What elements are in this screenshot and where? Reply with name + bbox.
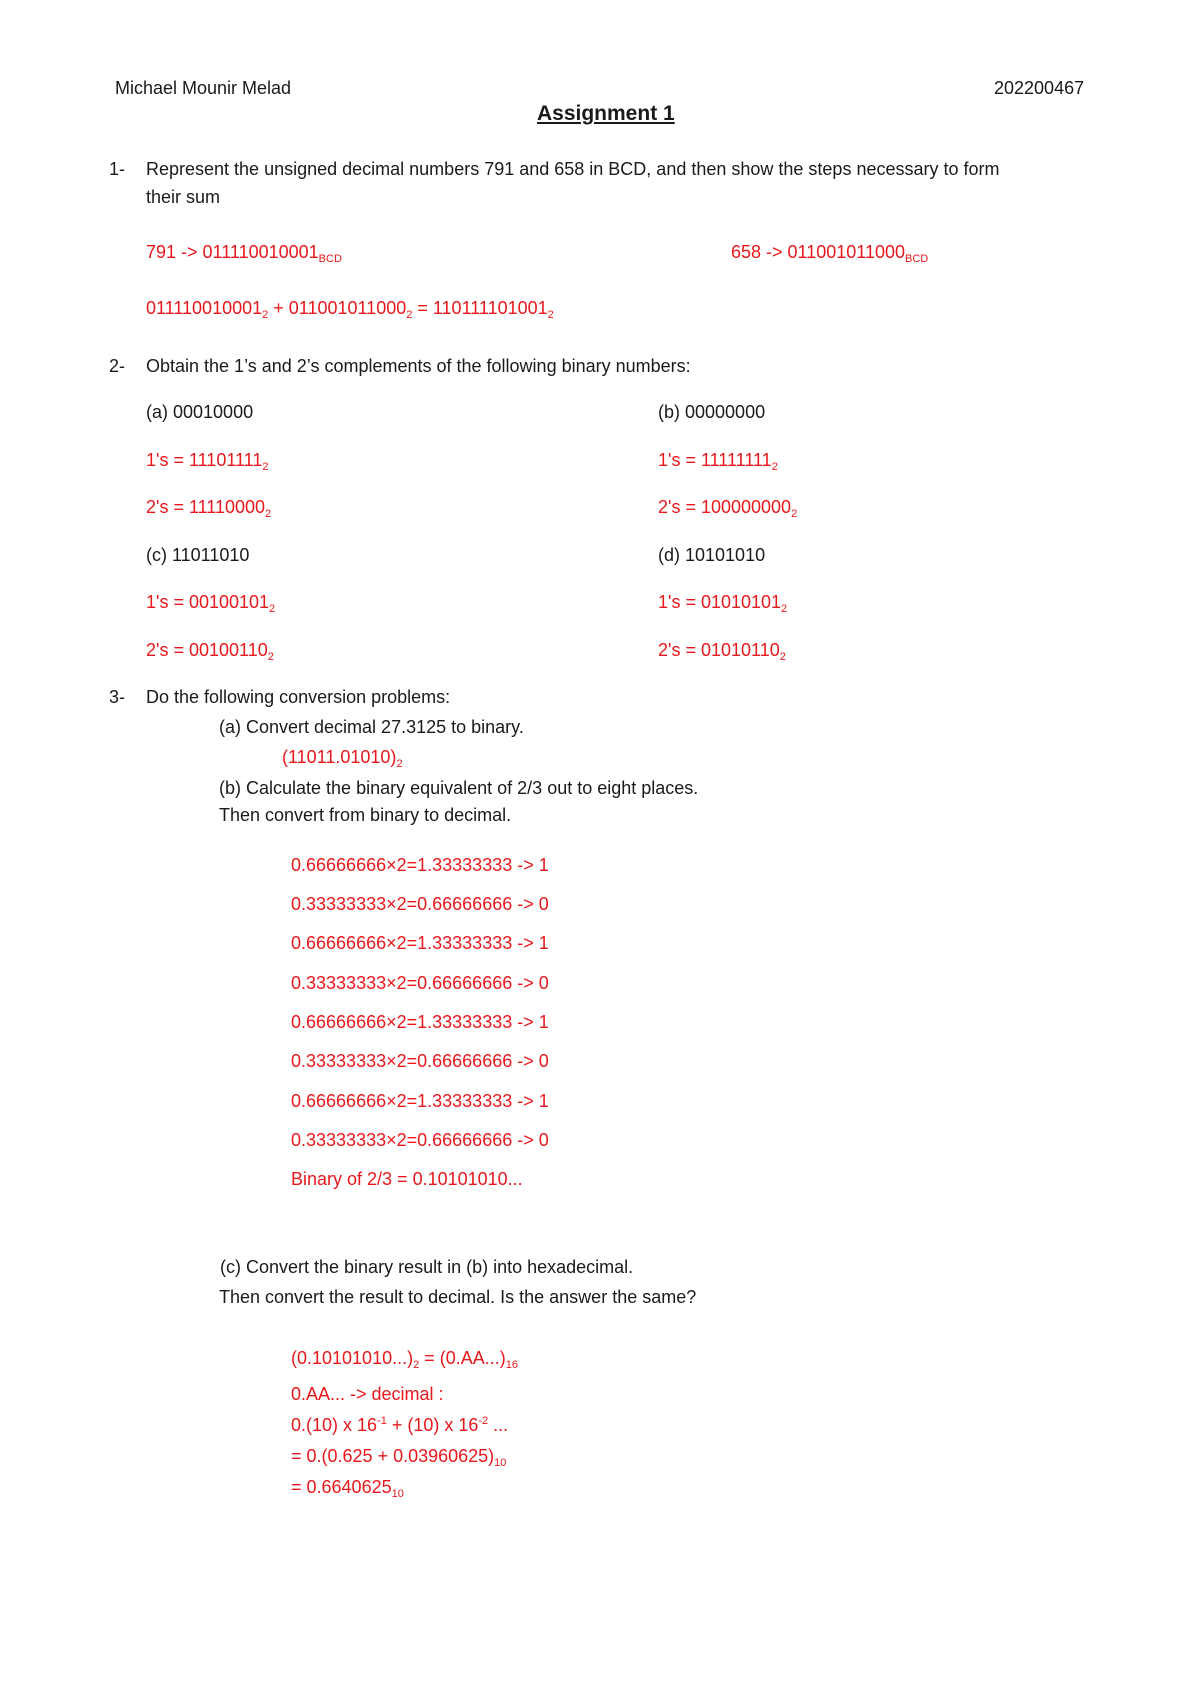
- q3-number: 3-: [109, 687, 126, 707]
- q2-b-ones-value: 1's = 11111111: [658, 450, 772, 470]
- q3-step: 0.66666666×2=1.33333333 -> 1: [291, 855, 549, 875]
- q1-bcd-658-sub: BCD: [905, 253, 929, 265]
- q3-c-expansion: [291, 1414, 508, 1436]
- q1-sum-a: 011110010001: [146, 298, 263, 318]
- q2-d-twos-sub: 2: [779, 651, 786, 663]
- q2-b-label: (b) 00000000: [658, 402, 766, 422]
- q3-text: Do the following conversion problems:: [146, 687, 451, 707]
- q2-c-ones: [146, 591, 275, 613]
- q3-c-decimal-label: 0.AA... -> decimal :: [291, 1384, 444, 1404]
- q2-a-twos: [146, 496, 271, 518]
- q2-c-twos: [146, 639, 274, 661]
- q2-b-twos-value: 2's = 100000000: [658, 497, 792, 517]
- q3-step: 0.66666666×2=1.33333333 -> 1: [291, 933, 549, 953]
- q2-c-twos-value: 2's = 00100110: [146, 640, 268, 660]
- q3-c-hex-bin: (0.10101010...): [291, 1348, 414, 1368]
- q2-a-ones-sub: 2: [262, 461, 269, 473]
- q1-text-line2: their sum: [146, 187, 221, 207]
- q2-number: 2-: [109, 356, 126, 376]
- q3-c-sum-sub: 10: [494, 1457, 507, 1469]
- page-title: Assignment 1: [537, 102, 675, 125]
- q3-c-text1: (c) Convert the binary result in (b) into hexadecimal.: [220, 1257, 634, 1277]
- q2-a-ones: [146, 449, 269, 471]
- q2-d-twos-value: 2's = 01010110: [658, 640, 780, 660]
- q2-c-ones-value: 1's = 00100101: [146, 592, 270, 612]
- q2-c-label: (c) 11011010: [146, 545, 250, 565]
- q2-d-label: (d) 10101010: [658, 545, 766, 565]
- q3-c-result-sub: 10: [391, 1488, 404, 1500]
- q3-b-result: Binary of 2/3 = 0.10101010...: [291, 1169, 523, 1189]
- q3-c-hex-value: = (0.AA...): [419, 1348, 506, 1368]
- q1-bcd-658: [731, 241, 928, 263]
- q1-sum-a-sub: 2: [262, 309, 269, 321]
- q1-bcd-658-value: 658 -> 011001011000: [731, 242, 905, 262]
- q2-d-ones: [658, 591, 787, 613]
- q2-a-ones-value: 1's = 11101111: [146, 450, 263, 470]
- q3-c-hex-value-sub: 16: [505, 1359, 518, 1371]
- q2-c-ones-sub: 2: [269, 603, 276, 615]
- q2-b-twos-sub: 2: [791, 508, 798, 520]
- q3-c-hex-bin-sub: 2: [413, 1359, 420, 1371]
- q1-bcd-791-sub: BCD: [318, 253, 342, 265]
- q3-c-exp-pow2: -2: [478, 1415, 489, 1427]
- q1-sum-result-sub: 2: [547, 309, 554, 321]
- q2-d-ones-sub: 2: [781, 603, 788, 615]
- q2-c-twos-sub: 2: [267, 651, 274, 663]
- q3-step: 0.33333333×2=0.66666666 -> 0: [291, 973, 549, 993]
- q3-step: 0.66666666×2=1.33333333 -> 1: [291, 1012, 549, 1032]
- q3-c-result: [291, 1476, 404, 1498]
- q3-b-text1: (b) Calculate the binary equivalent of 2/3 out to eight places.: [219, 778, 699, 798]
- q3-c-hex: [291, 1347, 518, 1369]
- q3-a-answer-sub: 2: [396, 758, 403, 770]
- q2-a-twos-value: 2's = 11110000: [146, 497, 266, 517]
- q3-step: 0.33333333×2=0.66666666 -> 0: [291, 1051, 549, 1071]
- q2-b-ones-sub: 2: [771, 461, 778, 473]
- q3-c-exp-term2: + (10) x 16: [386, 1415, 479, 1435]
- q3-a-answer: [282, 746, 403, 768]
- student-id: 202200467: [994, 78, 1085, 98]
- q2-b-twos: [658, 496, 797, 518]
- q3-c-text2: Then convert the result to decimal. Is the answer the same?: [219, 1287, 697, 1307]
- q3-c-exp-ellipsis: ...: [488, 1415, 509, 1435]
- q3-a-answer-value: (11011.01010): [282, 747, 397, 767]
- q2-a-twos-sub: 2: [265, 508, 272, 520]
- q1-sum-result: = 110111101001: [412, 298, 548, 318]
- q3-a-text: (a) Convert decimal 27.3125 to binary.: [219, 717, 524, 737]
- q3-c-sum-value: = 0.(0.625 + 0.03960625): [291, 1446, 495, 1466]
- q3-c-exp-pow1: -1: [377, 1415, 387, 1427]
- q2-text: Obtain the 1’s and 2’s complements of the following binary numbers:: [146, 356, 691, 376]
- q1-number: 1-: [109, 159, 126, 179]
- q1-sum-b: + 011001011000: [268, 298, 407, 318]
- q3-step: 0.33333333×2=0.66666666 -> 0: [291, 1130, 549, 1150]
- q2-d-twos: [658, 639, 786, 661]
- q1-bcd-791-value: 791 -> 011110010001: [146, 242, 319, 262]
- q3-step: 0.33333333×2=0.66666666 -> 0: [291, 894, 549, 914]
- q2-a-label: (a) 00010000: [146, 402, 254, 422]
- q1-text-line1: Represent the unsigned decimal numbers 791 and 658 in BCD, and then show the steps necessary to form: [146, 159, 1000, 179]
- q3-c-exp-term1: 0.(10) x 16: [291, 1415, 378, 1435]
- q1-bcd-791: [146, 241, 342, 263]
- q3-b-text2: Then convert from binary to decimal.: [219, 805, 512, 825]
- q1-sum-b-sub: 2: [406, 309, 413, 321]
- q2-d-ones-value: 1's = 01010101: [658, 592, 782, 612]
- q3-c-result-value: = 0.6640625: [291, 1477, 392, 1497]
- q3-c-sum: [291, 1445, 506, 1467]
- q3-step: 0.66666666×2=1.33333333 -> 1: [291, 1091, 549, 1111]
- q2-b-ones: [658, 449, 778, 471]
- q1-sum: [146, 297, 554, 319]
- author-name: Michael Mounir Melad: [115, 78, 292, 98]
